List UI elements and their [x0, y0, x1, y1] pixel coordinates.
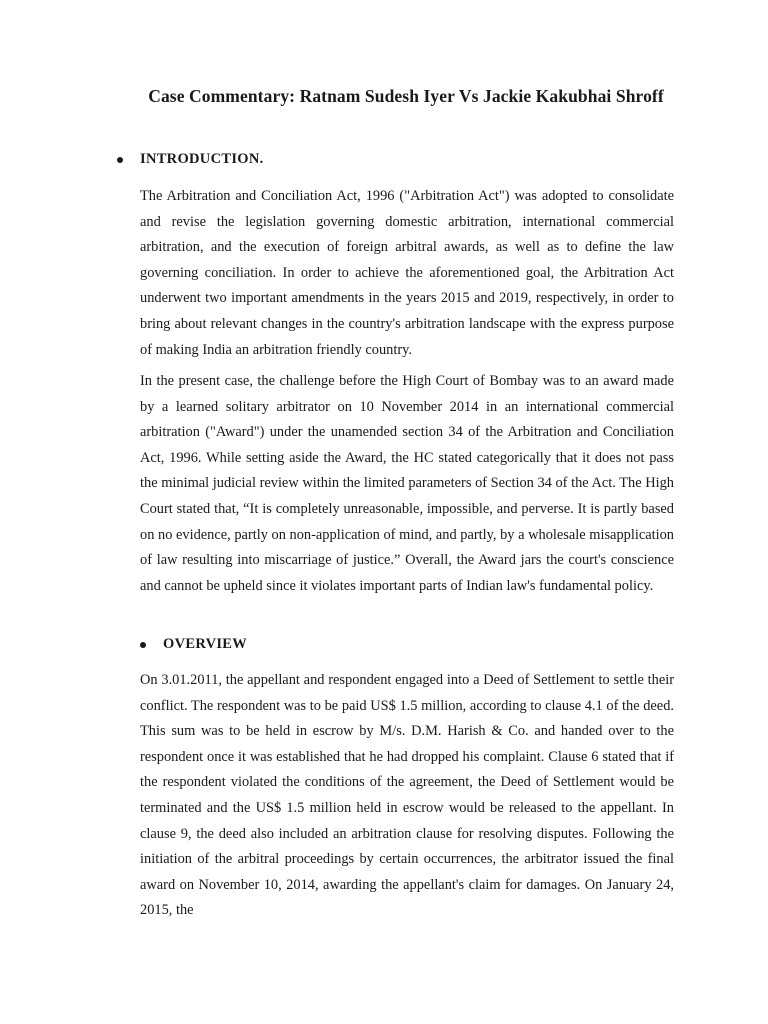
bullet-icon	[140, 642, 146, 648]
paragraph-overview-1: On 3.01.2011, the appellant and respondent engaged into a Deed of Settlement to settle their conflict. The respondent was to be paid US$ 1.5 million, according to clause 4.1 of the deed. This sum was to be held in escrow by M/s. D.M. Harish & Co. and handed over to the respondent once it was established that he had dropped his complaint. Clause 6 stated that if the respondent violated the conditions of the agreement, the Deed of Settlement would be terminated and the US$ 1.5 million held in escrow would be released to the appellant. In clause 9, the deed also included an arbitration clause for resolving disputes. Following the initiation of the arbitral proceedings by certain occurrences, the arbitrator issued the final award on November 10, 2014, awarding the appellant's claim for damages. On January 24, 2015, the	[140, 672, 674, 919]
document-title: Case Commentary: Ratnam Sudesh Iyer Vs Jackie Kakubhai Shroff	[148, 86, 664, 106]
paragraph-introduction-2: In the present case, the challenge before the High Court of Bombay was to an award made by a learned solitary arbitrator on 10 November 2014 in an international commercial arbitration ("Award") under the unamended section 34 of the Arbitration and Conciliation Act, 1996. While setting aside the Award, the HC stated categorically that it does not pass the minimal judicial review within the limited parameters of Section 34 of the Act. The High Court stated that, “It is completely unreasonable, impossible, and perverse. It is partly based on no evidence, partly on non-application of mind, and partly, by a wholesale misapplication of law resulting into miscarriage of justice.” Overall, the Award jars the court's conscience and cannot be upheld since it violates important parts of Indian law's fundamental policy.	[140, 373, 674, 594]
section-heading-introduction: INTRODUCTION.	[140, 151, 264, 167]
section-heading-overview: OVERVIEW	[163, 636, 248, 652]
paragraph-introduction-1: The Arbitration and Conciliation Act, 1996 ("Arbitration Act") was adopted to consolidate and revise the legislation governing domestic arbitration, international commercial arbitration, and the execution of foreign arbitral awards, as well as to define the law governing conciliation. In order to achieve the aforementioned goal, the Arbitration Act underwent two important amendments in the years 2015 and 2019, respectively, in order to bring about relevant changes in the country's arbitration landscape with the express purpose of making India an arbitration friendly country.	[140, 188, 674, 358]
bullet-icon	[117, 157, 123, 163]
